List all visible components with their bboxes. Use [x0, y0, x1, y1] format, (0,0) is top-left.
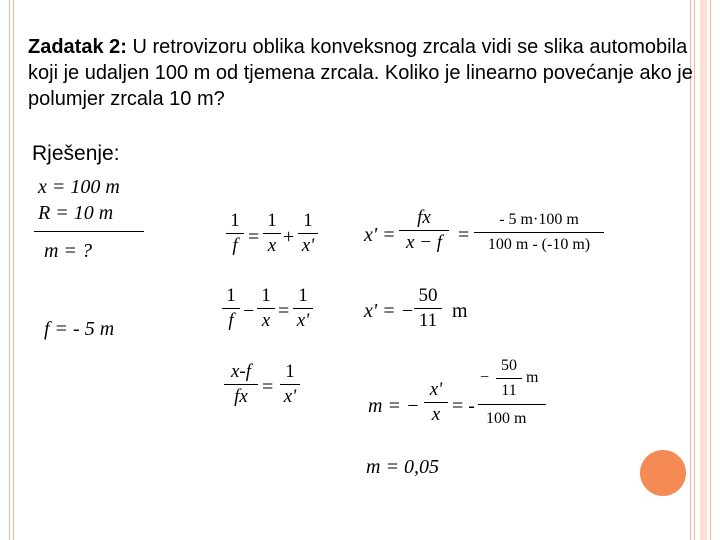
left-border-line-1	[9, 0, 10, 540]
result: m = 0,05	[366, 456, 439, 478]
eq3-frac-right: 1 x'	[280, 362, 300, 407]
eq6-main-bar	[478, 404, 546, 405]
right-border-band	[700, 0, 707, 540]
task-statement	[28, 34, 698, 112]
left-border-line-2	[13, 0, 14, 540]
eq2-frac-1-f: 1 f	[222, 286, 240, 331]
eq2-frac-1-x: 1 x	[257, 286, 275, 331]
eq6-inner-minus: −	[480, 369, 490, 386]
eq5-lhs: x' = −	[364, 300, 415, 322]
solution-heading: Rješenje:	[32, 142, 120, 165]
eq6-inner-unit: m	[526, 369, 539, 386]
eq3-equals: =	[262, 376, 274, 398]
eq1-plus: +	[283, 226, 295, 248]
eq4-equals: =	[458, 224, 470, 246]
eq4-frac-numeric: - 5 m·100 m 100 m - (-10 m)	[474, 210, 604, 255]
eq6-lhs: m = −	[368, 395, 420, 417]
task-label: Zadatak 2:	[28, 36, 127, 58]
eq6-frac-numeric	[478, 356, 548, 436]
eq4-lhs: x' =	[364, 224, 396, 246]
eq3-frac-left: x-f fx	[224, 362, 258, 407]
right-border-line-3	[710, 0, 711, 540]
eq6-equals: = -	[452, 395, 475, 417]
eq1-frac-1-x: 1 x	[263, 211, 281, 256]
eq4-frac-symbolic: fx x − f	[399, 208, 449, 253]
eq2-minus: −	[243, 300, 255, 322]
given-R: R = 10 m	[38, 202, 114, 224]
given-x: x = 100 m	[38, 176, 120, 198]
eq2-frac-1-xp: 1 x'	[293, 286, 313, 331]
given-m: m = ?	[44, 240, 92, 262]
task-text: U retrovizoru oblika konveksnog zrcala vidi se slika automobila koji je udaljen 100 m od tjemena zrcala. Koliko je linearno povećanje ako je polumjer zrcala 10 m?	[28, 36, 693, 110]
eq1-frac-1-xp: 1 x'	[298, 211, 318, 256]
given-separator	[34, 231, 144, 232]
eq5-unit: m	[452, 300, 468, 322]
eq2-equals: =	[278, 300, 290, 322]
eq1-equals: =	[248, 226, 260, 248]
given-f: f = - 5 m	[44, 318, 115, 340]
eq1-frac-1-f: 1 f	[226, 211, 244, 256]
eq6-den: 100 m	[486, 410, 527, 427]
eq5-frac: 50 11	[414, 286, 442, 331]
decorative-dot	[640, 450, 686, 496]
eq6-frac-symbolic: x' x	[424, 380, 448, 425]
eq6-inner-frac: 50 11	[496, 356, 522, 401]
